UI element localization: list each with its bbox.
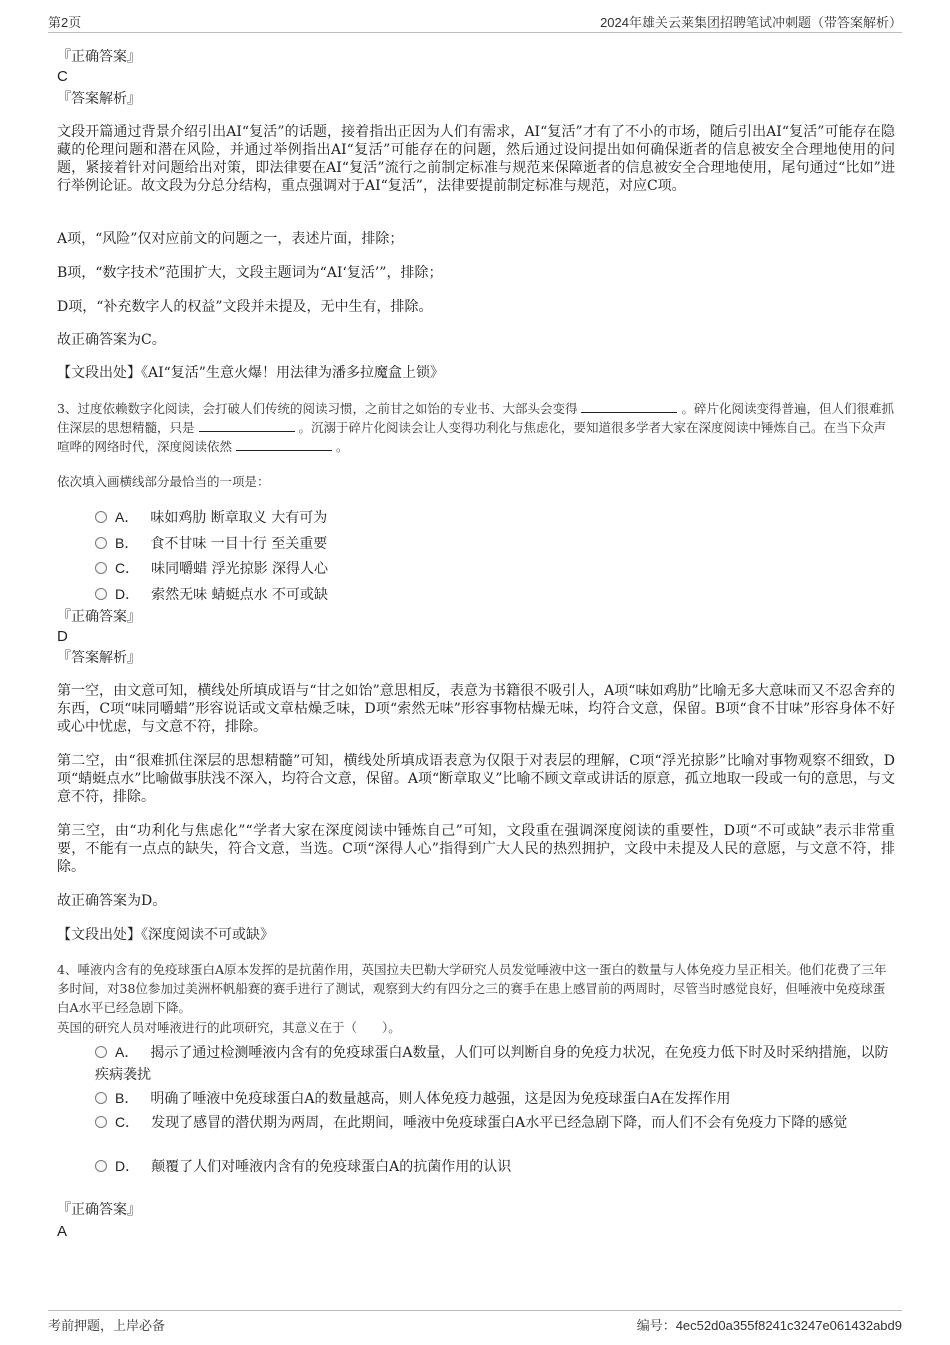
fill-blank: [581, 400, 677, 413]
answer-label: 『正确答案』: [57, 609, 141, 625]
radio-icon[interactable]: [95, 1160, 107, 1172]
analysis-paragraph: B项，“数字技术”范围扩大，文段主题词为“AI‘复活’”，排除；: [57, 265, 443, 281]
question-prompt: 英国的研究人员对唾液进行的此项研究，其意义在于（ ）。: [57, 1020, 401, 1035]
analysis-conclusion: 故正确答案为C。: [57, 332, 166, 348]
stem-text: 3、过度依赖数字化阅读，会打破人们传统的阅读习惯，之前甘之如饴的专业书、大部头会变得: [57, 401, 578, 416]
option-d[interactable]: D． 索然无味 蜻蜓点水 不可或缺: [95, 583, 895, 606]
answer-label: 『正确答案』: [57, 49, 141, 65]
option-b[interactable]: B． 食不甘味 一目十行 至关重要: [95, 532, 895, 555]
radio-icon[interactable]: [95, 1046, 107, 1058]
option-b[interactable]: B． 明确了唾液中免疫球蛋白A的数量越高，则人体免疫力越强，这是因为免疫球蛋白A在发挥作用: [95, 1087, 895, 1110]
footer-slogan: 考前押题，上岸必备: [48, 1319, 166, 1334]
analysis-paragraph: A项，“风险”仅对应前文的问题之一，表述片面，排除；: [57, 231, 404, 247]
analysis-paragraph: 第三空，由“功利化与焦虑化”“学者大家在深度阅读中锤炼自己”可知，文段重在强调深度阅读的重要性，D项“不可或缺”表示非常重要，不能有一点点的缺失，符合文意，当选。C项“深得人心”指得到广大人民的热烈拥护，文段中未提及人民的意愿，与文意不符，排除。: [57, 823, 895, 875]
question-stem: 4、唾液内含有的免疫球蛋白A原本发挥的是抗菌作用，英国拉夫巴勒大学研究人员发觉唾液中这一蛋白的数量与人体免疫力呈正相关。他们花费了三年多时间，对38位参加过美洲杯帆船赛的赛手进行了测试，观察到大约有四分之三的赛手在患上感冒前的两周时，尽管当时感觉良好，但唾液中免疫球蛋白A水平已经急剧下降。: [57, 962, 887, 1015]
question-stem: [57, 399, 895, 456]
correct-answer: A: [57, 1223, 68, 1240]
analysis-paragraph: D项，“补充数字人的权益”文段并未提及，无中生有，排除。: [57, 299, 433, 315]
option-c[interactable]: C． 发现了感冒的潜伏期为两周，在此期间，唾液中免疫球蛋白A水平已经急剧下降，而人们不会有免疫力下降的感觉: [95, 1111, 895, 1134]
fill-blank: [236, 438, 332, 451]
radio-icon[interactable]: [95, 588, 107, 600]
option-c[interactable]: C． 味同嚼蜡 浮光掠影 深得人心: [95, 557, 895, 580]
analysis-paragraph: 第二空，由“很难抓住深层的思想精髓”可知，横线处所填成语表意为仅限于对表层的理解，C项“浮光掠影”比喻对事物观察不细致，D项“蜻蜓点水”比喻做事肤浅不深入，均符合文意，保留。A项“断章取义”比喻不顾文章或讲话的原意，孤立地取一段或一句的意思，与文意不符，排除。: [57, 753, 895, 805]
radio-icon[interactable]: [95, 1092, 107, 1104]
analysis-conclusion: 故正确答案为D。: [57, 893, 167, 909]
option-a[interactable]: A． 揭示了通过检测唾液内含有的免疫球蛋白A数量，人们可以判断自身的免疫力状况，在免疫力低下时及时采纳措施，以防疾病袭扰: [95, 1044, 889, 1083]
radio-icon[interactable]: [95, 511, 107, 523]
stem-text: 。: [335, 439, 349, 454]
analysis-label: 『答案解析』: [57, 650, 141, 666]
stem-text: 。沉溺于碎片化阅读会让人变得功利化与焦虑化，要知道很多学者大家在深度阅读中锤炼自己。在当下众声喧哗的网络时代，深度阅读依然: [57, 420, 886, 454]
question-prompt: 依次填入画横线部分最恰当的一项是：: [57, 474, 270, 489]
radio-icon[interactable]: [95, 562, 107, 574]
page-footer: [48, 1310, 902, 1335]
analysis-paragraph: 文段开篇通过背景介绍引出AI“复活”的话题，接着指出正因为人们有需求，AI“复活”才有了不小的市场，随后引出AI“复活”可能存在隐藏的伦理问题和潜在风险，并通过举例指出AI“复活”可能存在的问题，然后通过设问提出如何确保逝者的信息被安全合理地使用的问题，紧接着针对问题给出对策，即法律要在AI“复活”流行之前制定标准与规范来保障逝者的信息被安全合理地使用，尾句通过“比如”进行举例论证。故文段为分总分结构，重点强调对于AI“复活”，法律要提前制定标准与规范，对应C项。: [57, 124, 895, 194]
page-header: [48, 10, 902, 33]
source-citation: 【文段出处】《AI“复活”生意火爆！用法律为潘多拉魔盒上锁》: [57, 365, 444, 381]
analysis-label: 『答案解析』: [57, 91, 141, 107]
correct-answer: D: [57, 628, 68, 645]
fill-blank: [199, 419, 295, 432]
page-number: 第2页: [48, 15, 82, 30]
analysis-paragraph: 第一空，由文意可知，横线处所填成语与“甘之如饴”意思相反，表意为书籍很不吸引人，A项“味如鸡肋”比喻无多大意味而又不忍舍弃的东西，C项“味同嚼蜡”形容说话或文章枯燥乏味，D项“索然无味”形容事物枯燥无味，均符合文意，保留。B项“食不甘味”形容身体不好或心中忧虑，与文意不符，排除。: [57, 683, 895, 735]
stem-text: 。碎片化阅读变得普遍，但人们很难抓住深层的思想精髓，只是: [57, 401, 894, 435]
source-citation: 【文段出处】《深度阅读不可或缺》: [57, 927, 274, 943]
document-id: 编号：4ec52d0a355f8241c3247e061432abd9: [636, 1318, 902, 1333]
option-a[interactable]: A． 味如鸡肋 断章取义 大有可为: [95, 506, 895, 529]
option-d[interactable]: D． 颠覆了人们对唾液内含有的免疫球蛋白A的抗菌作用的认识: [95, 1155, 895, 1178]
answer-label: 『正确答案』: [57, 1202, 141, 1218]
radio-icon[interactable]: [95, 537, 107, 549]
document-title: 2024年雄关云莱集团招聘笔试冲刺题（带答案解析）: [600, 15, 902, 30]
radio-icon[interactable]: [95, 1116, 107, 1128]
correct-answer: C: [57, 68, 68, 85]
